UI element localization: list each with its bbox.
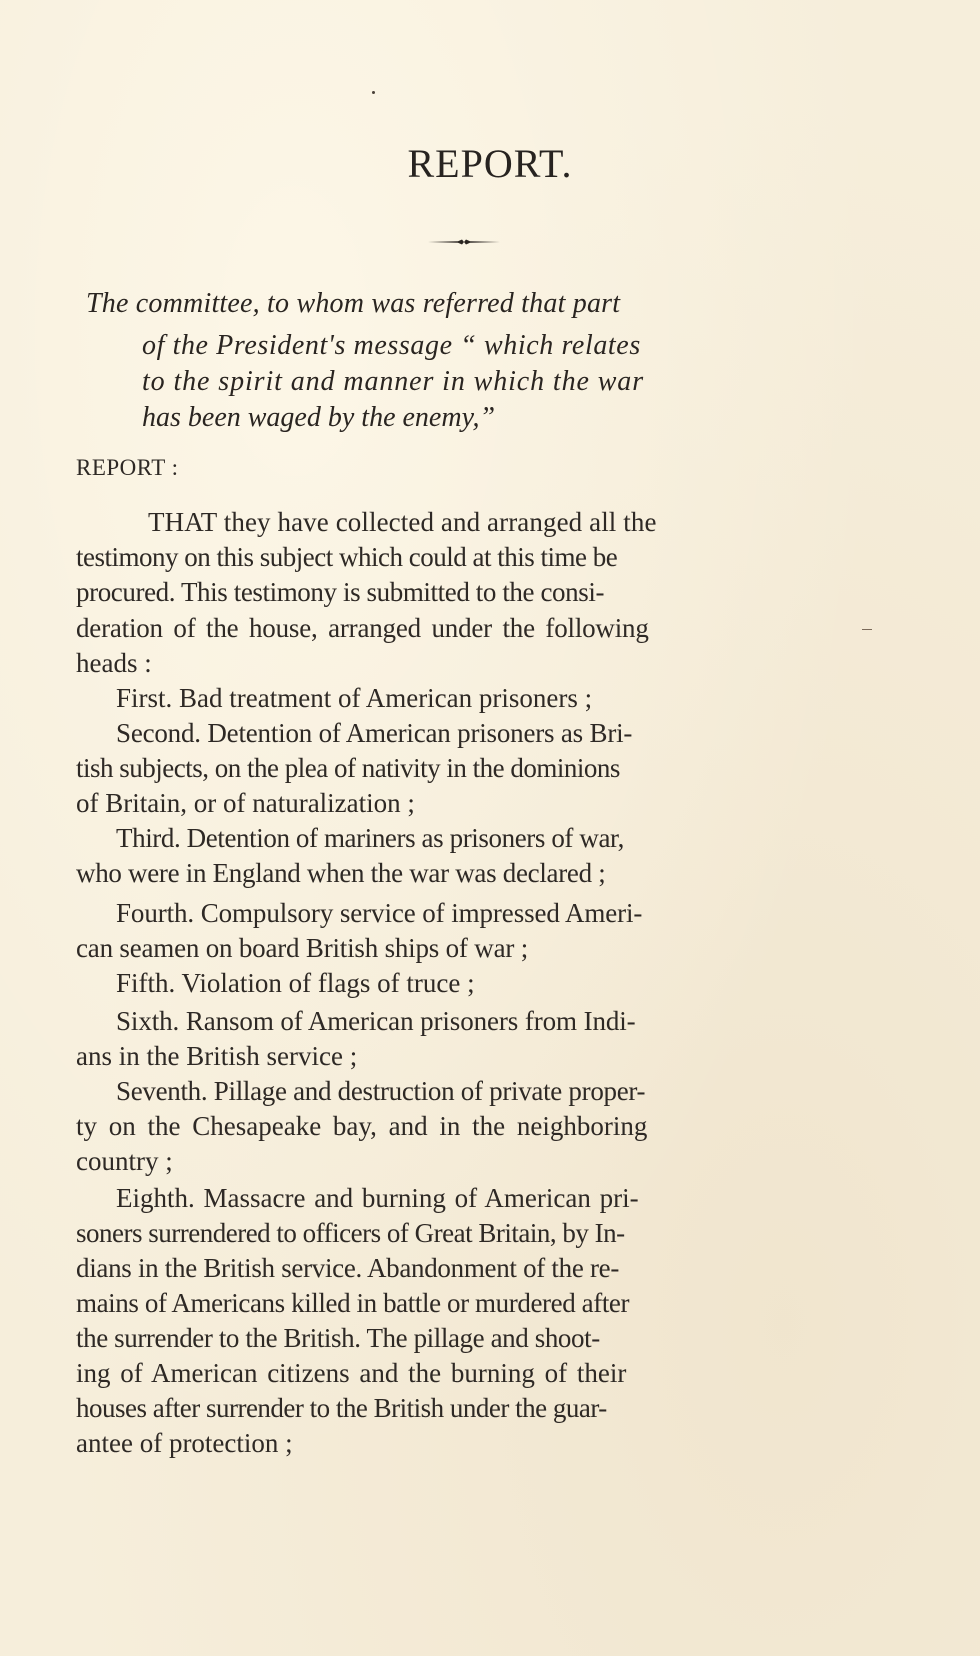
body-line: the surrender to the British. The pillage and shoot- [76, 1323, 600, 1353]
body-line: soners surrendered to officers of Great Britain, by In- [76, 1218, 625, 1248]
body-line: testimony on this subject which could at this time be [76, 542, 618, 572]
body-line: Fifth. Violation of flags of truce ; [116, 968, 475, 998]
preamble-line: to the spirit and manner in which the war [142, 366, 645, 397]
body-line: houses after surrender to the British under the guar- [76, 1393, 607, 1423]
body-line: of Britain, or of naturalization ; [76, 788, 415, 818]
body-line: mains of Americans killed in battle or murdered after [76, 1288, 630, 1318]
paper-speck [372, 91, 375, 94]
body-line: ing of American citizens and the burning of their [76, 1358, 627, 1388]
preamble-line: has been waged by the enemy,” [142, 402, 496, 433]
body-line: heads : [76, 648, 152, 678]
body-line: THAT they have collected and arranged all the [148, 507, 657, 537]
body-line: tish subjects, on the plea of nativity in the dominions [76, 753, 620, 783]
body-line: Seventh. Pillage and destruction of private proper- [116, 1076, 646, 1106]
title-rule-ornament [428, 238, 500, 246]
body-line: dians in the British service. Abandonment of the re- [76, 1253, 620, 1283]
body-line: antee of protection ; [76, 1428, 293, 1458]
body-line: deration of the house, arranged under the following [76, 613, 649, 643]
body-line: ty on the Chesapeake bay, and in the neighboring [76, 1111, 648, 1141]
margin-mark [862, 629, 872, 630]
body-line: Third. Detention of mariners as prisoners of war, [116, 823, 624, 853]
body-line: Sixth. Ransom of American prisoners from Indi- [116, 1006, 636, 1036]
body-line: First. Bad treatment of American prisoners ; [116, 683, 593, 713]
report-label: REPORT : [76, 455, 179, 480]
body-line: can seamen on board British ships of war ; [76, 933, 528, 963]
body-line: Eighth. Massacre and burning of American pri- [116, 1183, 639, 1213]
body-line: country ; [76, 1146, 173, 1176]
body-line: who were in England when the war was declared ; [76, 858, 606, 888]
body-line: Fourth. Compulsory service of impressed Ameri- [116, 898, 643, 928]
body-line: Second. Detention of American prisoners as Bri- [116, 718, 633, 748]
page-title: REPORT. [407, 141, 573, 186]
preamble-line: The committee, to whom was referred that part [86, 288, 621, 319]
body-line: procured. This testimony is submitted to the consi- [76, 577, 605, 607]
preamble-line: of the President's message “ which relates [142, 330, 641, 361]
body-line: ans in the British service ; [76, 1041, 358, 1071]
